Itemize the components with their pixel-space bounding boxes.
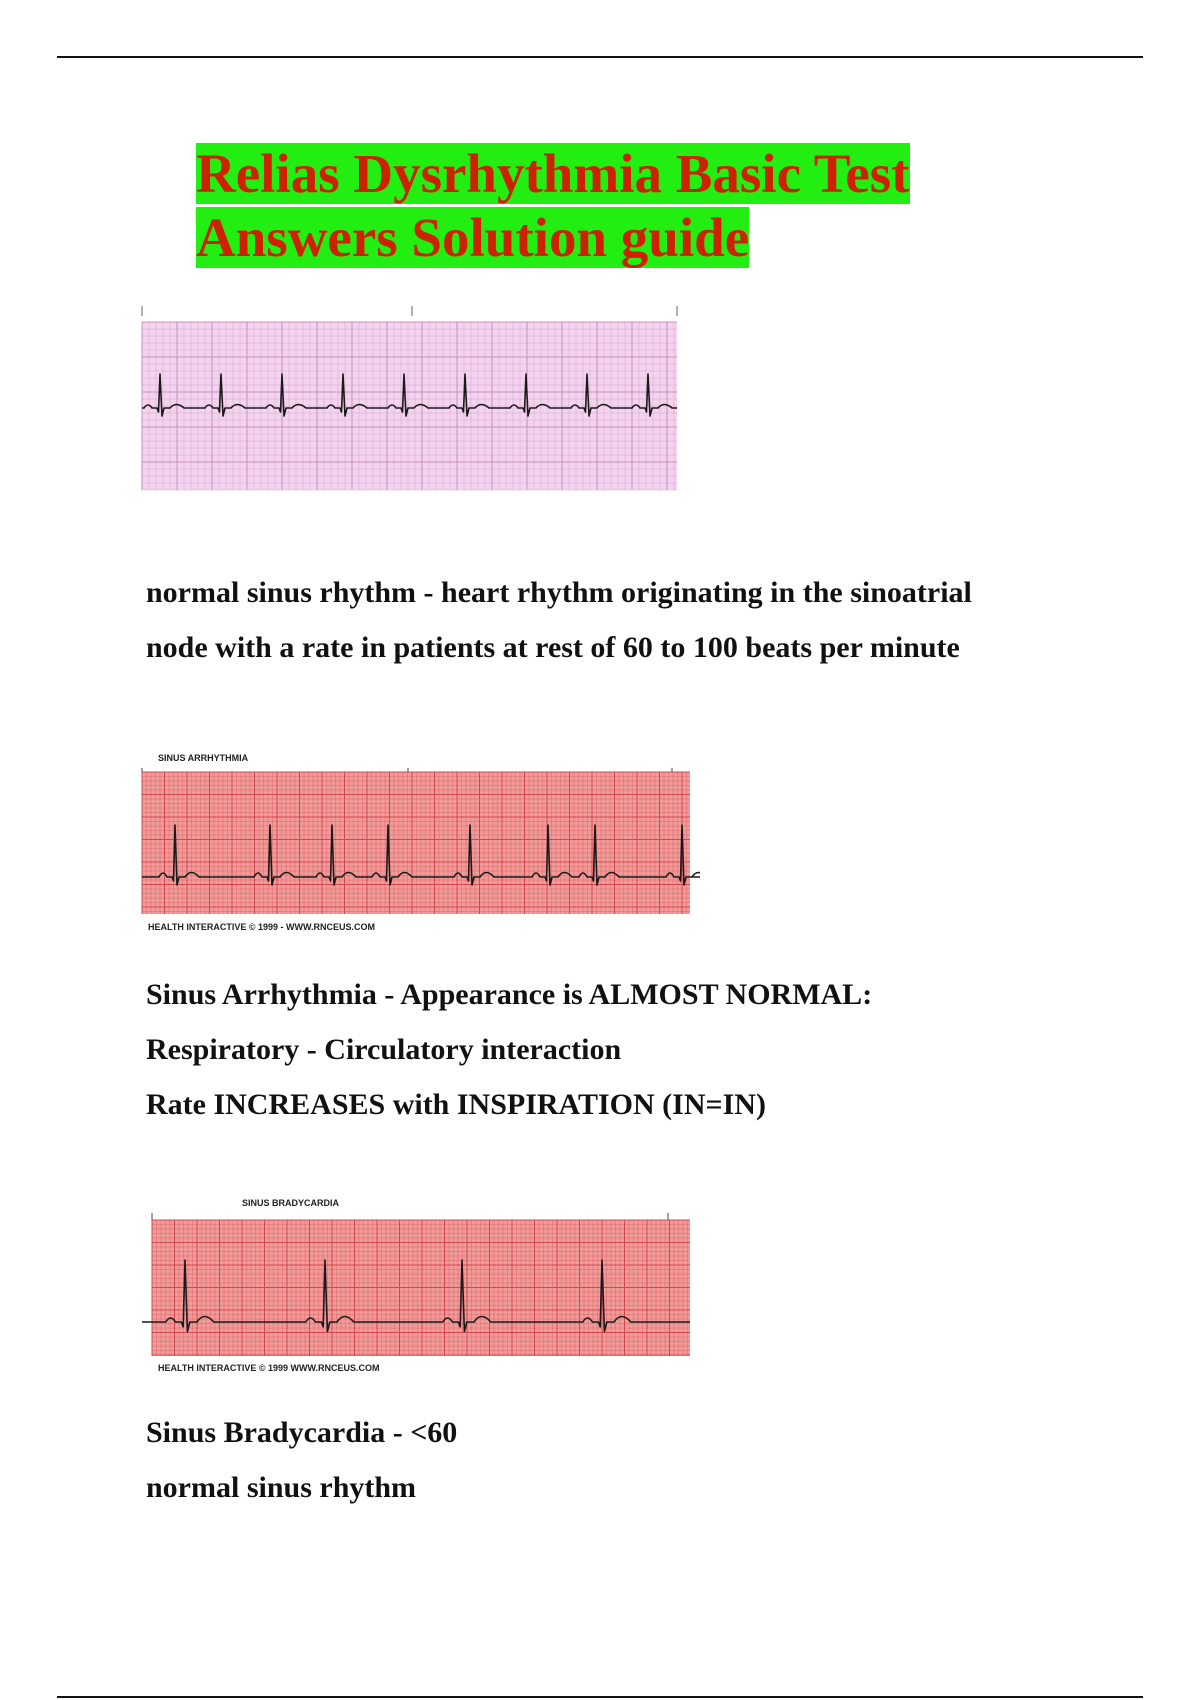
ecg-strip-3-graphic	[140, 1195, 700, 1380]
strip-label: SINUS ARRHYTHMIA	[158, 753, 249, 763]
strip-footer: HEALTH INTERACTIVE © 1999 WWW.RNCEUS.COM	[158, 1363, 380, 1373]
ecg-strip-normal-sinus	[140, 298, 680, 493]
answer-sinus-arrhythmia	[146, 967, 872, 1132]
answer-line: normal sinus rhythm - heart rhythm originating in the sinoatrial	[146, 576, 972, 609]
footer-rule	[57, 1696, 1143, 1698]
answer-line: normal sinus rhythm	[146, 1471, 417, 1504]
answer-normal-sinus	[146, 565, 972, 675]
ecg-strip-1-graphic	[140, 298, 680, 493]
strip-footer: HEALTH INTERACTIVE © 1999 - WWW.RNCEUS.COM	[148, 922, 375, 932]
ecg-strip-2-graphic	[140, 750, 700, 935]
ecg-strip-sinus-arrhythmia	[140, 750, 700, 935]
answer-line: Rate INCREASES with INSPIRATION (IN=IN)	[146, 1088, 766, 1121]
answer-line: Sinus Arrhythmia - Appearance is ALMOST NORMAL:	[146, 978, 873, 1011]
answer-line: node with a rate in patients at rest of 60 to 100 beats per minute	[146, 631, 960, 664]
document-title	[196, 142, 910, 270]
ecg-strip-sinus-bradycardia	[140, 1195, 700, 1380]
title-line-1: Relias Dysrhythmia Basic Test	[196, 143, 910, 204]
ecg-time-marker	[142, 306, 677, 316]
header-rule	[57, 56, 1143, 58]
title-line-2: Answers Solution guide	[196, 207, 750, 268]
answer-sinus-bradycardia	[146, 1405, 457, 1515]
ecg-grid-background	[142, 772, 690, 914]
answer-line: Sinus Bradycardia - <60	[146, 1416, 458, 1449]
answer-line: Respiratory - Circulatory interaction	[146, 1033, 622, 1066]
strip-label: SINUS BRADYCARDIA	[242, 1198, 340, 1208]
